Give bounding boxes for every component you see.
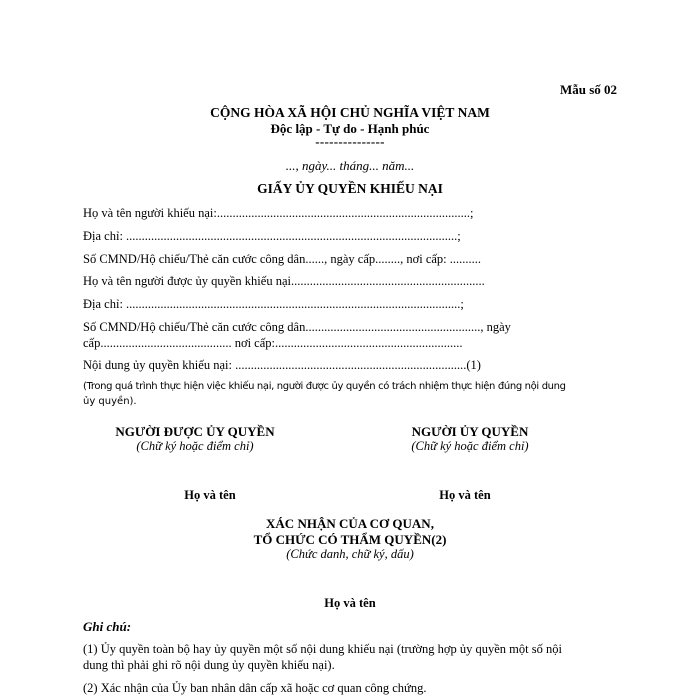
- motto: Độc lập - Tự do - Hạnh phúc: [270, 121, 430, 136]
- note-paragraph-line1: (Trong quá trình thực hiện việc khiếu nại, người được ủy quyền có trách nhiệm thực hiện đúng nội dung: [83, 381, 566, 392]
- country-heading: CỘNG HÒA XÃ HỘI CHỦ NGHĨA VIỆT NAM: [210, 105, 490, 120]
- motto-divider: ---------------: [315, 134, 385, 149]
- authorizer-heading: NGƯỜI ỦY QUYỀN: [411, 424, 529, 439]
- complainant-id-field: Số CMND/Hộ chiếu/Thẻ căn cước công dân......, ngày cấp........, nơi cấp: ..........: [83, 252, 482, 266]
- footnote-1-line2: dung thì phải ghi rõ nội dung ủy quyền khiếu nại).: [83, 658, 335, 672]
- confirmation-heading-line1: XÁC NHẬN CỦA CƠ QUAN,: [266, 516, 434, 531]
- complainant-address-field: Địa chỉ: ..........................................................................................................;: [83, 229, 461, 243]
- note-paragraph-line2: ủy quyền).: [83, 396, 137, 407]
- authorized-address-field: Địa chỉ: ...........................................................................................................;: [83, 297, 464, 311]
- complainant-name-field: Họ và tên người khiếu nại:.................................................................................;: [83, 206, 474, 220]
- authorized-name-field: Họ và tên người được ủy quyền khiếu nại..............................................................: [83, 274, 485, 288]
- document-title: GIẤY ỦY QUYỀN KHIẾU NẠI: [257, 181, 443, 196]
- authorized-id-field-line2: cấp.......................................... nơi cấp:............................................................: [83, 336, 463, 350]
- footnote-2: (2) Xác nhận của Ủy ban nhân dân cấp xã hoặc cơ quan công chứng.: [83, 681, 427, 695]
- footnote-1-line1: (1) Ủy quyền toàn bộ hay ủy quyền một số nội dung khiếu nại (trường hợp ủy quyền một số nội: [83, 642, 562, 656]
- form-number: Mẫu số 02: [559, 82, 617, 97]
- confirmation-sign-hint: (Chức danh, chữ ký, dấu): [286, 547, 414, 561]
- authorizer-name-label: Họ và tên: [439, 488, 491, 502]
- authorized-person-name-label: Họ và tên: [184, 488, 236, 502]
- confirmation-heading-line2: TỔ CHỨC CÓ THẨM QUYỀN(2): [253, 532, 447, 547]
- notes-heading: Ghi chú:: [83, 619, 132, 634]
- authorized-person-sign-hint: (Chữ ký hoặc điểm chỉ): [136, 439, 254, 453]
- authorized-person-heading: NGƯỜI ĐƯỢC ỦY QUYỀN: [115, 424, 275, 439]
- authorized-id-field-line1: Số CMND/Hộ chiếu/Thẻ căn cước công dân........................................................, ngày: [83, 320, 511, 334]
- authorizer-sign-hint: (Chữ ký hoặc điểm chỉ): [411, 439, 529, 453]
- date-line: ..., ngày... tháng... năm...: [285, 158, 415, 173]
- authorization-content-field: Nội dung ủy quyền khiếu nại: ..........................................................................(1): [83, 358, 481, 372]
- confirmation-name-label: Họ và tên: [324, 596, 376, 610]
